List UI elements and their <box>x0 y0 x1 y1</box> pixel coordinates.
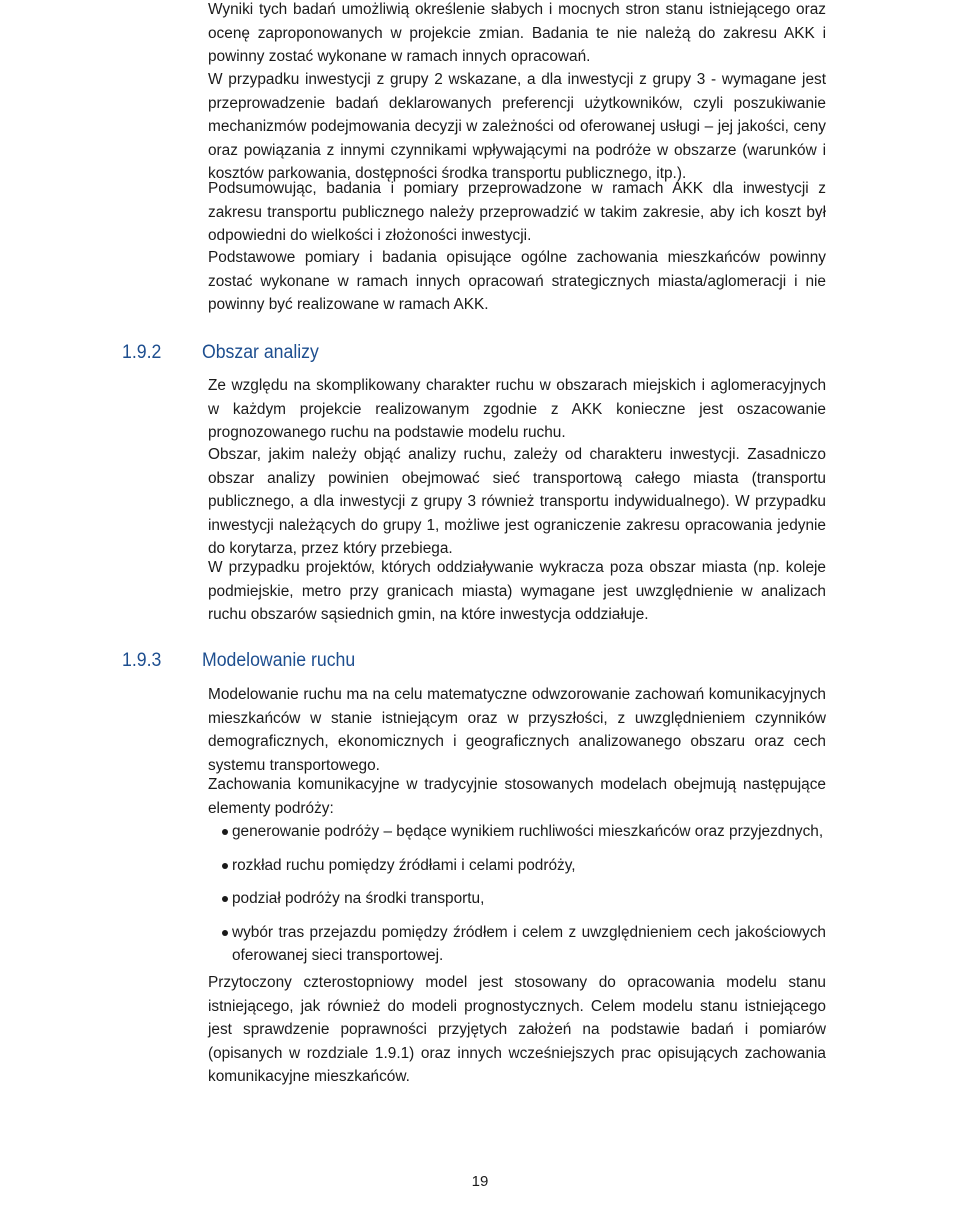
section-number: 1.9.2 <box>122 342 162 363</box>
list-item: generowanie podróży – będące wynikiem ruchliwości mieszkańców oraz przyjezdnych, <box>208 820 826 844</box>
paragraph-modelling-1: Modelowanie ruchu ma na celu matematyczne odwzorowanie zachowań komunikacyjnych mieszkańców w stanie istniejącym oraz w przyszłości, z uwzględnieniem czynników demograficznych, ekonomicznych i geograficznych analizowanego obszaru oraz cech systemu transportowego. <box>208 686 826 774</box>
section-heading-1-9-3 <box>122 650 355 672</box>
paragraph-modelling-closing: Przytoczony czterostopniowy model jest stosowany do opracowania modelu stanu istniejącego, jak również do modeli prognostycznych. Celem modelu stanu istniejącego jest sprawdzenie poprawności przyjętych założeń na podstawie badań i pomiarów (opisanych w rozdziale 1.9.1) oraz innych wcześniejszych prac opisujących zachowania komunikacyjne mieszkańców. <box>208 974 826 1085</box>
page-number: 19 <box>471 1173 489 1190</box>
bullet-icon <box>222 896 228 902</box>
bullet-icon <box>222 930 228 936</box>
paragraph-group-2-3: W przypadku inwestycji z grupy 2 wskazane, a dla inwestycji z grupy 3 - wymagane jest przeprowadzenie badań deklarowanych preferencji użytkowników, czyli poszukiwanie mechanizmów podejmowania decyzji w zależności od oferowanej usługi – jej jakości, ceny oraz powiązania z innymi czynnikami wpływającymi na podróże w obszarze (warunków i kosztów parkowania, dostępności środka transportu publicznego, itp.). <box>208 71 826 182</box>
paragraph-analysis-2: Obszar, jakim należy objąć analizy ruchu, zależy od charakteru inwestycji. Zasadniczo obszar analizy powinien obejmować sieć transportową całego miasta (transportu publicznego, a dla inwestycji z grupy 3 również transportu indywidualnego). W przypadku inwestycji należących do grupy 1, możliwe jest ograniczenie zakresu opracowania jedynie do korytarza, przez który przebiega. <box>208 446 826 557</box>
list-item: podział podróży na środki transportu, <box>208 887 826 911</box>
paragraph-analysis-1: Ze względu na skomplikowany charakter ruchu w obszarach miejskich i aglomeracyjnych w każdym projekcie realizowanym zgodnie z AKK konieczne jest oszacowanie prognozowanego ruchu na podstawie modelu ruchu. <box>208 377 826 441</box>
section-title: Obszar analizy <box>201 342 319 363</box>
list-item: rozkład ruchu pomiędzy źródłami i celami podróży, <box>208 854 826 878</box>
paragraph-modelling-2: Zachowania komunikacyjne w tradycyjnie stosowanych modelach obejmują następujące elementy podróży: <box>208 776 826 817</box>
paragraph-basic-measurements: Podstawowe pomiary i badania opisujące ogólne zachowania mieszkańców powinny zostać wykonane w ramach innych opracowań strategicznych miasta/aglomeracji i nie powinny być realizowane w ramach AKK. <box>208 249 826 313</box>
section-title: Modelowanie ruchu <box>201 650 356 671</box>
bullet-icon <box>222 829 228 835</box>
paragraph-intro: Wyniki tych badań umożliwią określenie słabych i mocnych stron stanu istniejącego oraz ocenę zaproponowanych w projekcie zmian. Badania te nie należą do zakresu AKK i powinny zostać wykonane w ramach innych opracowań. <box>208 1 826 65</box>
section-heading-1-9-2 <box>122 342 319 364</box>
paragraph-analysis-3: W przypadku projektów, których oddziaływanie wykracza poza obszar miasta (np. koleje podmiejskie, metro przy granicach miasta) wymagane jest uwzględnienie w analizach ruchu obszarów sąsiednich gmin, na które inwestycja oddziałuje. <box>208 559 826 623</box>
bullet-icon <box>222 863 228 869</box>
section-number: 1.9.3 <box>122 650 162 671</box>
paragraph-summary: Podsumowując, badania i pomiary przeprowadzone w ramach AKK dla inwestycji z zakresu transportu publicznego należy przeprowadzić w takim zakresie, aby ich koszt był odpowiedni do wielkości i złożoności inwestycji. <box>208 180 826 244</box>
list-item: wybór tras przejazdu pomiędzy źródłem i celem z uwzględnieniem cech jakościowych oferowanej sieci transportowej. <box>208 921 826 968</box>
bullet-list <box>208 820 826 968</box>
